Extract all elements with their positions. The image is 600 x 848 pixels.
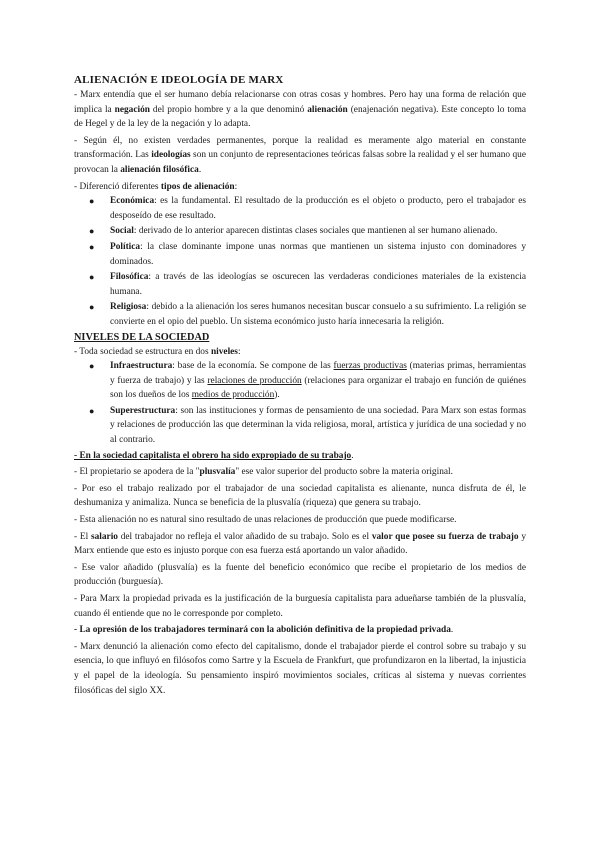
paragraph <box>74 640 526 698</box>
body-section <box>74 449 526 699</box>
list-item <box>89 270 526 299</box>
bold-text: - En la sociedad capitalista el obrero ha sido expropiado de su trabajo <box>74 450 352 461</box>
list-item-text <box>110 226 497 236</box>
paragraph <box>74 345 526 360</box>
text-run: del trabajador no refleja el valor añadido de su trabajo. Solo es el <box>117 531 372 542</box>
text-run: " ese valor superior del producto sobre la materia original. <box>235 467 453 478</box>
paragraph <box>74 482 526 511</box>
paragraph <box>74 465 526 480</box>
bold-text: niveles <box>210 346 238 357</box>
list-item <box>89 300 526 329</box>
bold-text: Religiosa <box>110 302 147 313</box>
bold-text: Superestructura <box>110 405 176 416</box>
paragraph <box>74 134 526 178</box>
bold-text: Económica <box>110 196 155 207</box>
bold-text: Filosófica <box>110 272 149 283</box>
text-run: ). <box>274 390 280 401</box>
bold-text: alienación filosófica <box>120 164 199 175</box>
bullet-icon: ● <box>89 272 95 283</box>
bold-text: negación <box>114 104 150 115</box>
text-run: : a través de las ideologías se oscurecen las verdaderas condiciones materiales de la existencia humana. <box>110 272 526 297</box>
list-item <box>89 404 526 448</box>
text-run: : la clase dominante impone unas normas que mantienen un sistema injusto con dominadores y dominados. <box>110 241 526 267</box>
text-run: (enajenación negativa). Este concepto lo toma de Hegel y de la ley de la negación y lo adapta. <box>74 104 526 130</box>
text-run: - Ese valor añadido (plusvalía) es la fuente del beneficio económico que recibe el propietario de los medios de producción (burguesía). <box>74 562 526 588</box>
text-run: . <box>450 625 454 636</box>
bullet-icon: ● <box>89 361 95 372</box>
bold-text: salario <box>90 531 118 542</box>
list-item-text <box>110 272 526 297</box>
text-run: : derivado de lo anterior aparecen distintas clases sociales que mantienen al ser humano alienado. <box>133 226 498 237</box>
text-run: - El <box>74 531 91 542</box>
underlined-text: fuerzas productivas <box>333 361 407 372</box>
levels-list <box>74 359 526 448</box>
text-run: del propio hombre y a la que denominó <box>149 104 308 115</box>
list-item <box>89 194 526 223</box>
bold-text: - La opresión de los trabajadores terminará con la abolición definitiva de la propiedad privada <box>74 625 451 636</box>
text-run: (materias primas, herramientas y fuerza de trabajo) y las <box>110 361 527 386</box>
list-item-text <box>110 302 526 327</box>
text-run: - Para Marx la propiedad privada es la justificación de la burguesía capitalista para adueñarse también de la plusvalía, cuando él entiende que no le corresponde por completo. <box>74 594 526 619</box>
text-run: - Marx denunció la alienación como efecto del capitalismo, donde el trabajador pierde el control sobre su trabajo y su esencia, lo que influyó en filósofos como Sartre y la Escuela de Frankfurt, que profundizaron en la libertad, la injusticia y el papel de la ideología. Su pensamiento inspiró movimientos sociales, críticas al sistema y nuevas corrientes filosóficas del siglo XX. <box>74 641 526 696</box>
paragraph <box>74 180 526 195</box>
paragraph <box>74 88 526 132</box>
text-run: - Toda sociedad se estructura en dos <box>74 346 211 357</box>
text-run: son un conjunto de representaciones teóricas falsas sobre la realidad y el ser humano que provocan la <box>74 150 526 175</box>
text-run: - Diferenció diferentes <box>74 181 161 192</box>
bold-text: Política <box>110 241 141 252</box>
text-run: : base de la economía. Se compone de las <box>172 361 334 372</box>
text-run: - El propietario se apodera de la " <box>74 467 200 478</box>
text-run: : <box>234 181 238 192</box>
bold-text: Social <box>110 226 134 237</box>
text-run: : <box>237 346 241 357</box>
bold-text: tipos de alienación <box>160 181 235 192</box>
paragraph <box>74 530 526 559</box>
list-item-text <box>110 361 526 400</box>
bullet-icon: ● <box>89 405 95 416</box>
bullet-icon: ● <box>89 241 95 252</box>
paragraph <box>74 592 526 621</box>
text-run: - Por eso el trabajo realizado por el trabajador de una sociedad capitalista es alienante, nunca disfruta de él, le deshumaniza y animaliza. Nunca se beneficia de la plusvalía (riqueza) que genera su trabajo. <box>74 483 526 509</box>
paragraph <box>74 513 526 528</box>
list-item <box>89 240 526 269</box>
bold-text: ideologías <box>151 150 191 161</box>
list-item-text <box>110 196 526 221</box>
bold-text: valor que posee su fuerza de trabajo <box>371 531 519 542</box>
alienation-types-list <box>74 194 526 329</box>
bullet-icon: ● <box>89 226 95 237</box>
list-item <box>89 359 527 403</box>
document <box>74 73 526 698</box>
document-title: ALIENACIÓN E IDEOLOGÍA DE MARX <box>74 74 284 86</box>
text-run: . <box>351 450 354 461</box>
bold-text: Infraestructura <box>110 361 173 372</box>
paragraph <box>74 623 526 638</box>
section-heading: NIVELES DE LA SOCIEDAD <box>74 331 210 343</box>
text-run: y Marx entiende que esto es injusto porque con esa fuerza está aportando un valor añadido. <box>74 531 527 557</box>
intro-section <box>74 88 526 194</box>
paragraph <box>74 561 526 590</box>
list-item-text <box>110 406 526 445</box>
text-run: - Marx entendía que el ser humano debía relacionarse con otras cosas y hombres. Pero hay una forma de relación que implica la <box>74 90 526 115</box>
bold-text: alienación <box>307 104 348 115</box>
bullet-icon: ● <box>89 302 95 313</box>
text-run: (relaciones para organizar el trabajo en función de quiénes son los dueños de los <box>110 375 526 401</box>
underlined-text: relaciones de producción <box>207 375 302 386</box>
bullet-icon: ● <box>89 196 95 207</box>
text-run: : es la fundamental. El resultado de la producción es el objeto o producto, pero el trabajador es desposeído de ese resultado. <box>110 196 526 221</box>
text-run: : son las instituciones y formas de pensamiento de una sociedad. Para Marx son estas formas y relaciones de producción las que determinan la vida religiosa, moral, artística y jurídica de una sociedad y no al contrario. <box>110 405 526 446</box>
list-item-text <box>110 242 526 267</box>
bold-text: plusvalía <box>199 467 236 478</box>
text-run: - Esta alienación no es natural sino resultado de unas relaciones de producción que puede modificarse. <box>74 515 457 526</box>
paragraph <box>74 449 526 464</box>
underlined-text: medios de producción <box>191 390 275 401</box>
text-run: . <box>198 164 202 175</box>
text-run: : debido a la alienación los seres humanos necesitan buscar consuelo a su sufrimiento. La religión se convierte en el opio del pueblo. Un sistema económico justo haría innecesaria la religión. <box>110 302 526 327</box>
list-item <box>89 224 526 239</box>
text-run: - Según él, no existen verdades permanentes, porque la realidad es meramente algo material en constante transformación. Las <box>74 135 526 161</box>
